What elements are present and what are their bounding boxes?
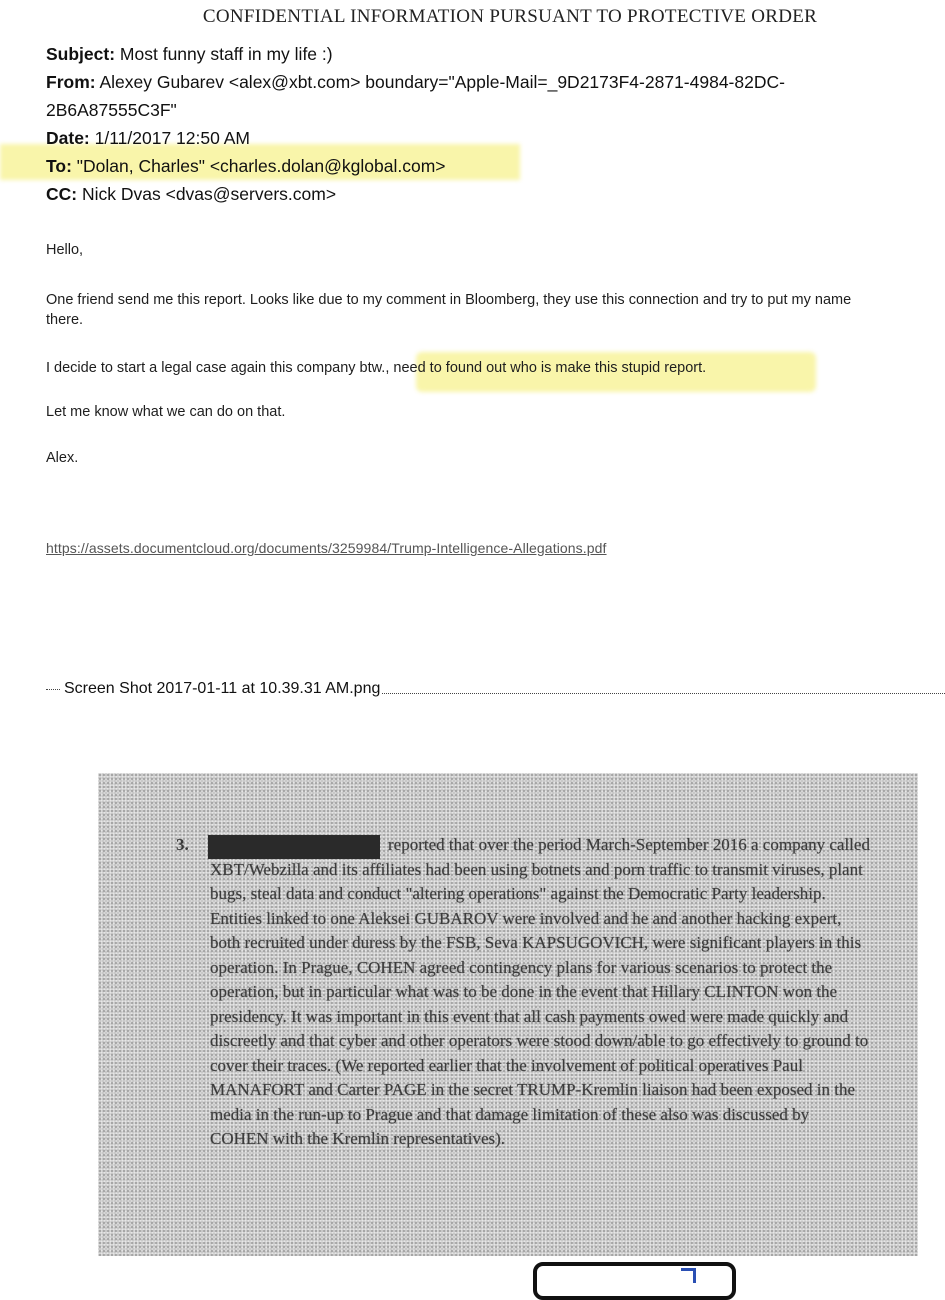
from-value-continued: 2B6A87555C3F" — [46, 100, 177, 120]
redaction-bar — [208, 835, 380, 859]
report-paragraph: reported that over the period March-September 2016 a company called XBT/Webzilla and its affiliates had been using botnets and porn traffic to transmit viruses, plant bugs, steal data and conduct "altering operations" against the Democratic Party leadership. Entities linked to one Aleksei GUBAROV were involved and he and another hacking expert, both recruited under duress by the FSB, Seva KAPSUGOVICH, were significant players in this operation. In Prague, COHEN agreed contingency plans for various scenarios to protect the operation, but in particular what was to be done in the event that Hillary CLINTON won the presidency. It was important in this event that all cash payments owed were made quickly and discreetly and that cyber and other operators were stood down/able to go effectively to ground to cover their traces. (We reported earlier that the involvement of political operatives Paul MANAFORT and Carter PAGE in the secret TRUMP-Kremlin liaison had been exposed in the media in the run-up to Prague and that damage limitation of these also was discussed by COHEN with the Kremlin representatives). — [210, 835, 870, 1148]
subject-value: Most funny staff in my life :) — [119, 44, 333, 64]
paragraph-2 — [46, 358, 706, 378]
from-row — [46, 68, 785, 96]
from-row-continued — [46, 96, 785, 124]
paragraph-1-line-2: there. — [46, 312, 84, 328]
subject-label: Subject: — [46, 44, 116, 64]
paragraph-3: Let me know what we can do on that. — [46, 404, 286, 420]
to-label: To: — [46, 156, 72, 176]
signoff: Alex. — [46, 450, 79, 466]
paragraph-2-highlighted-text: , need to found out who is make this stupid report. — [385, 360, 707, 376]
to-value: "Dolan, Charles" <charles.dolan@kglobal.com> — [76, 156, 446, 176]
date-row — [46, 124, 785, 152]
paragraph-1-line-1: One friend send me this report. Looks like due to my comment in Bloomberg, they use this connection and try to put my name — [46, 292, 852, 308]
subject-row — [46, 40, 785, 68]
stamp-box — [533, 1262, 736, 1300]
scanned-report-excerpt — [98, 773, 918, 1256]
from-label: From: — [46, 72, 96, 92]
email-header — [46, 40, 785, 208]
separator-trail-dots — [382, 692, 945, 694]
paragraph-2-text: I decide to start a legal case again this company btw. — [46, 360, 386, 376]
stamp-mark-icon — [681, 1268, 696, 1283]
date-value: 1/11/2017 12:50 AM — [94, 128, 250, 148]
from-value: Alexey Gubarev <alex@xbt.com> boundary="Apple-Mail=_9D2173F4-2871-4984-82DC- — [99, 72, 785, 92]
greeting: Hello, — [46, 242, 84, 258]
date-label: Date: — [46, 128, 90, 148]
to-row — [46, 152, 785, 180]
attachment-filename[interactable]: Screen Shot 2017-01-11 at 10.39.31 AM.png — [64, 680, 381, 697]
separator-lead-dots — [46, 689, 60, 690]
cc-value: Nick Dvas <dvas@servers.com> — [81, 184, 337, 204]
cc-label: CC: — [46, 184, 78, 204]
attachment-separator — [46, 680, 945, 698]
report-link[interactable]: https://assets.documentcloud.org/documents/3259984/Trump-Intelligence-Allegations.pdf — [46, 540, 607, 556]
report-paragraph-number: 3. — [176, 835, 189, 854]
confidential-banner: CONFIDENTIAL INFORMATION PURSUANT TO PROTECTIVE ORDER — [202, 6, 818, 27]
cc-row — [46, 180, 785, 208]
